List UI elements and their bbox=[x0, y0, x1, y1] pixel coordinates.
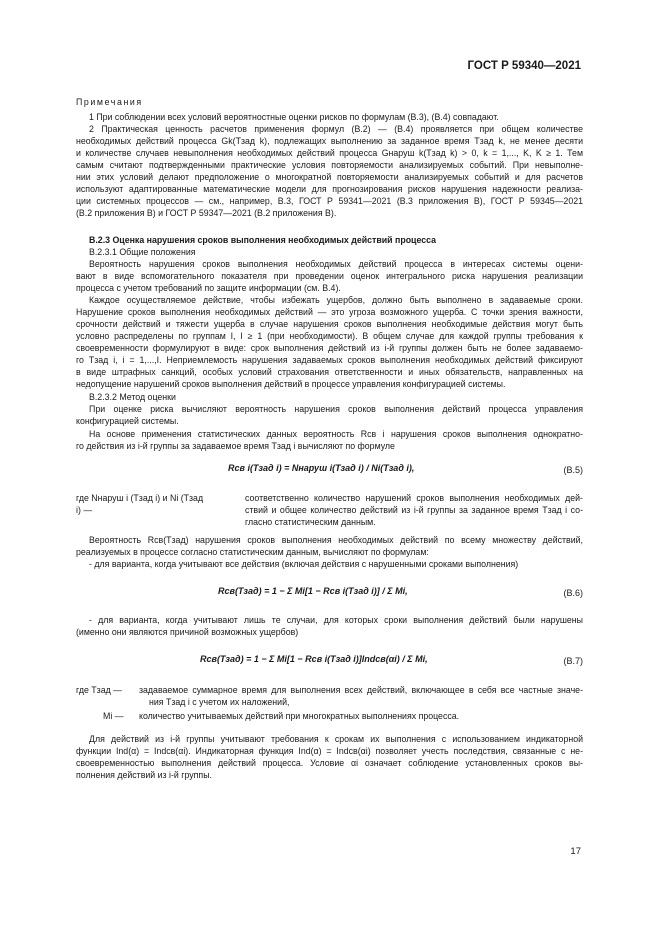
formula-b7: Rсв(Tзад) = 1 − Σ Mi[1 − Rсв i(Tзад i)]Indсв(αi) / Σ Mi, bbox=[200, 654, 428, 664]
para-line: (именно они являются причиной возможных ущербов) bbox=[76, 627, 299, 637]
para-line: условно распределены по группам I, I ≥ 1 (при необходимости). В общем случае для каждой группы требования к bbox=[76, 331, 583, 341]
para-line: Нарушение сроков выполнения необходимых действий — это угроза возможного ущерба. С точки зрения важности, bbox=[76, 307, 583, 317]
subsection-general: В.2.3.1 Общие положения bbox=[89, 247, 196, 257]
para-line: срочности действий и тяжести ущерба в случае нарушения сроков выполнения необходимые действия могут быть bbox=[76, 319, 583, 329]
note-line: (В.2 приложения В) и ГОСТ Р 59347—2021 (В.2 приложения В). bbox=[76, 208, 337, 218]
note-item-1-text: 1 При соблюдении всех условий вероятностные оценки рисков по формулам (В.3), (В.4) совпадают. bbox=[89, 112, 499, 122]
para-line: своевременности формулируют в виде: срок выполнения действий из i-й группы должен быть не более задаваемо- bbox=[76, 343, 583, 353]
para-line: Вероятность нарушения сроков выполнения необходимых действий процесса в интересах системы оцени- bbox=[89, 259, 583, 269]
where-lead-1: где Nнаруш i (Tзад i) и Ni (Tзад i) — bbox=[76, 493, 204, 515]
note-line: ции системных процессов — см., например, В.3, ГОСТ Р 59341—2021 (В.3 приложения В), ГОСТ Р 59345—2021 bbox=[76, 196, 583, 206]
document-header-id: ГОСТ Р 59340—2021 bbox=[467, 60, 581, 72]
para-line: конфигурацией системы. bbox=[76, 416, 179, 426]
para-line: полнения действий из i-й группы. bbox=[76, 770, 212, 780]
where-line: ния Tзад i с учетом их наложений, bbox=[149, 697, 290, 707]
where-lead-2: где Tзад — bbox=[76, 685, 122, 695]
para-line: Каждое осуществляемое действие, чтобы избежать ущербов, должно быть выполнено в задаваемые сроки. bbox=[89, 295, 583, 305]
note-line: необходимых действий процесса Gk(Tзад k), подлежащих выполнению за заданное время Tзад k, не менее десяти bbox=[76, 136, 583, 146]
equation-number-b7: (В.7) bbox=[563, 656, 583, 666]
note-line: 2 Практическая ценность расчетов применения формул (В.2) — (В.4) проявляется при общем количестве bbox=[89, 124, 583, 134]
note-line: используют адаптированные математические модели для прогнозирования рисков нарушения надежности реализа- bbox=[76, 184, 583, 194]
section-heading: В.2.3 Оценка нарушения сроков выполнения необходимых действий процесса bbox=[89, 235, 437, 245]
paragraph-1 bbox=[76, 258, 583, 294]
paragraph-4 bbox=[76, 428, 583, 452]
paragraph-final bbox=[76, 733, 583, 781]
para-line: На основе применения статистических данных вероятность Rсв i нарушения сроков выполнения однократно- bbox=[89, 429, 583, 439]
para-line: реализуемых в процессе согласно статистическим данным, вычисляют по формулам: bbox=[76, 547, 429, 557]
para-line: недопущение нарушений сроков выполнения действий в процессе управления конфигурацией системы. bbox=[76, 379, 506, 389]
note-line: самым считают подтвержденными практические условия повторяемости анализируемых событий. При невыполне- bbox=[76, 160, 583, 170]
notes-title: Примечания bbox=[76, 97, 143, 107]
note-line: и количестве случаев невыполнения необходимых действий процесса Gнаруш k(Tзад k) > 0, k = 1,..., K, K ≥ 1. Тем bbox=[76, 148, 583, 158]
para-line: При оценке риска вычисляют вероятность нарушения сроков выполнения действий процесса управления bbox=[89, 404, 583, 414]
para-line: - для варианта, когда учитывают лишь те случаи, для которых сроки выполнения действий были нарушены bbox=[89, 615, 583, 625]
formula-b5: Rсв i(Tзад i) = Nнаруш i(Tзад i) / Ni(Tзад i), bbox=[228, 463, 415, 473]
paragraph-3 bbox=[76, 403, 583, 427]
where-description-1 bbox=[245, 492, 583, 528]
para-line: го действия из i-й группы за задаваемое время Tзад i вычисляют по формуле bbox=[76, 441, 395, 451]
where-lead-3: Mi — bbox=[103, 711, 124, 721]
para-line: своевременностью выполнения действий процесса. Условие αi означает соблюдение установленных сроков вы- bbox=[76, 758, 583, 768]
para-line: вают в виде вспомогательного показателя при проведении оценок интегрального риска нарушения реализации bbox=[76, 271, 583, 281]
formula-b6: Rсв(Tзад) = 1 − Σ Mi[1 − Rсв i(Tзад i)] / Σ Mi, bbox=[218, 586, 408, 596]
bullet-violated-only bbox=[76, 614, 583, 638]
para-line: процесса с учетом требований по защите информации (см. В.4). bbox=[76, 283, 341, 293]
note-item-2 bbox=[76, 123, 583, 219]
para-line: функции Ind(α) = Indсв(αi). Индикаторная функция Ind(α) = Indсв(αi) позволяет учесть последствия, связанные с не- bbox=[76, 746, 583, 756]
paragraph-5 bbox=[76, 534, 583, 558]
equation-number-b6: (В.6) bbox=[563, 588, 583, 598]
where-description-2 bbox=[139, 684, 583, 708]
note-item-1 bbox=[76, 111, 583, 123]
note-line: нии этих условий делают предположение о многократной повторяемости анализируемых событий и для расчетов bbox=[76, 172, 583, 182]
where-line: ствий и общее количество действий из i-й группы за заданное время Tзад i со- bbox=[245, 505, 583, 515]
para-line: Для действий из i-й группы учитывают требования к срокам их выполнения с использованием индикаторной bbox=[89, 734, 583, 744]
equation-number-b5: (В.5) bbox=[563, 465, 583, 475]
bullet-all-actions: - для варианта, когда учитывают все действия (включая действия с нарушенными сроками выполнения) bbox=[89, 559, 519, 569]
where-line: гласно статистическим данным. bbox=[245, 517, 376, 527]
subsection-method: В.2.3.2 Метод оценки bbox=[89, 392, 176, 402]
para-line: Вероятность Rсв(Tзад) нарушения сроков выполнения необходимых действий по всему множеству действий, bbox=[89, 535, 583, 545]
where-description-3: количество учитываемых действий при многократных выполнениях процесса. bbox=[139, 711, 460, 721]
para-line: го Tзад i, i = 1,...,I. Неприемлемость нарушения задаваемых сроков выполнения необходимых действий фиксируют bbox=[76, 355, 583, 365]
para-line: в виде штрафных санкций, особых условий страхования ответственности и иных обязательств, направленных на bbox=[76, 367, 583, 377]
paragraph-2 bbox=[76, 294, 583, 390]
where-line: соответственно количество нарушений сроков выполнения необходимых дей- bbox=[245, 493, 583, 503]
page-number: 17 bbox=[570, 846, 581, 857]
where-line: задаваемое суммарное время для выполнения всех действий, включающее в себя все частные значе- bbox=[139, 685, 583, 695]
